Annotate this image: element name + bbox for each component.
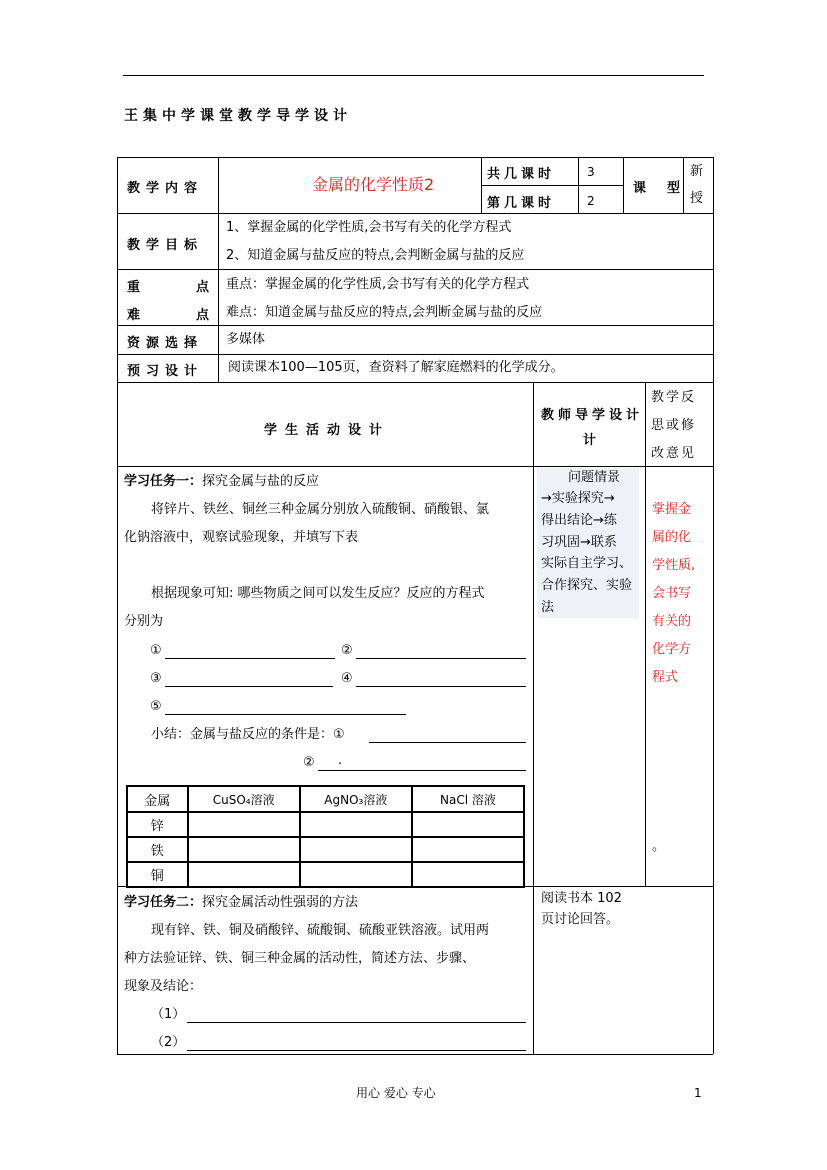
teacher-note-line-3: 得出结论→练 xyxy=(541,513,617,528)
key-text: 重点：掌握金属的化学性质,会书写有关的化学方程式 xyxy=(226,277,530,292)
difficulty-label: 难 点 xyxy=(127,308,220,323)
task2-answer-1-label: （1） xyxy=(151,1007,186,1022)
type-value-2: 授 xyxy=(690,191,704,206)
teacher-note-line-5: 实际自主学习、 xyxy=(541,556,633,571)
observation-table xyxy=(126,785,525,888)
task2-answer-blank-1[interactable] xyxy=(187,1022,526,1023)
difficulty-text: 难点：知道金属与盐反应的特点,会判断金属与盐的反应 xyxy=(226,305,543,320)
task2-teacher-2: 页讨论回答。 xyxy=(541,912,620,927)
task2-intro-1: 现有锌、铁、铜及硝酸锌、硫酸铜、硫酸亚铁溶液。试用两 xyxy=(151,923,490,938)
teacher-note-line-7: 法 xyxy=(541,600,555,615)
page-number: 1 xyxy=(694,1086,702,1100)
reflection-line-4: 会书写 xyxy=(652,586,692,601)
row-zinc: 锌 xyxy=(127,812,188,837)
task2-title: 学习任务二：探究金属活动性强弱的方法 xyxy=(124,895,359,910)
task1-question-2: 分别为 xyxy=(124,614,164,629)
teacher-note-line-2: →实验探究→ xyxy=(541,491,615,506)
answer-blank-1[interactable] xyxy=(165,658,335,659)
answer-blank-4[interactable] xyxy=(356,686,526,687)
summary-blank-2[interactable] xyxy=(318,770,526,771)
reflection-header-1: 教学反 xyxy=(651,390,697,405)
summary-dot: . xyxy=(338,753,343,768)
total-periods-value: 3 xyxy=(587,165,595,179)
footer-motto: 用心 爱心 专心 xyxy=(356,1086,436,1100)
cell-zinc-cuso4[interactable] xyxy=(188,812,300,837)
teacher-note-line-1: 问题情景 xyxy=(568,470,621,485)
cell-zinc-nacl[interactable] xyxy=(412,812,524,837)
task2-answer-blank-2[interactable] xyxy=(187,1050,526,1051)
period-no-label: 第几课时 xyxy=(487,196,556,211)
resources-label: 资源选择 xyxy=(127,336,204,351)
table-row xyxy=(127,862,524,887)
cell-copper-cuso4[interactable] xyxy=(188,862,300,887)
period-no-value: 2 xyxy=(587,194,595,208)
summary-blank-1[interactable] xyxy=(369,742,526,743)
reflection-header-2: 思或修 xyxy=(651,418,697,433)
cell-copper-nacl[interactable] xyxy=(412,862,524,887)
answer-blank-5[interactable] xyxy=(165,714,406,715)
page-title: 王集中学课堂教学导学设计 xyxy=(124,108,352,124)
reflection-line-2: 属的化 xyxy=(652,530,692,545)
answer-blank-2[interactable] xyxy=(356,658,526,659)
student-activity-header: 学生活动设计 xyxy=(264,423,391,438)
table-row xyxy=(127,812,524,837)
task1-intro-2: 化钠溶液中，观察试验现象，并填写下表 xyxy=(124,530,359,545)
header-metal: 金属 xyxy=(127,786,188,812)
teacher-note-line-4: 习巩固→联系 xyxy=(541,535,617,550)
goal-1: 1、掌握金属的化学性质,会书写有关的化学方程式 xyxy=(226,220,512,235)
marker-1: ① xyxy=(150,643,162,658)
teacher-note-line-6: 合作探究、实验 xyxy=(541,578,633,593)
total-periods-label: 共几课时 xyxy=(487,167,556,182)
reflection-line-3: 学性质, xyxy=(652,558,696,573)
cell-zinc-agno3[interactable] xyxy=(300,812,412,837)
resources-text: 多媒体 xyxy=(226,332,266,347)
table-row xyxy=(127,837,524,862)
cell-iron-cuso4[interactable] xyxy=(188,837,300,862)
answer-blank-3[interactable] xyxy=(165,686,333,687)
task1-intro-1: 将锌片、铁丝、铜丝三种金属分别放入硫酸铜、硝酸银、氯 xyxy=(151,502,490,517)
reflection-line-1: 掌握金 xyxy=(652,502,692,517)
type-value-1: 新 xyxy=(690,164,704,179)
cell-copper-agno3[interactable] xyxy=(300,862,412,887)
key-label: 重 点 xyxy=(127,280,220,295)
task1-title: 学习任务一：探究金属与盐的反应 xyxy=(124,474,320,489)
preview-label: 预习设计 xyxy=(127,364,204,379)
teacher-guide-header: 教师导学设计 xyxy=(541,408,644,423)
content-label: 教学内容 xyxy=(127,181,204,196)
reflection-header-3: 改意见 xyxy=(651,446,697,461)
task2-intro-2: 种方法验证锌、铁、铜三种金属的活动性，简述方法、步骤、 xyxy=(124,951,476,966)
task2-intro-3: 现象及结论： xyxy=(124,979,203,994)
cell-iron-nacl[interactable] xyxy=(412,837,524,862)
task2-answer-2-label: （2） xyxy=(151,1035,186,1050)
goal-2: 2、知道金属与盐反应的特点,会判断金属与盐的反应 xyxy=(226,248,525,263)
header-cuso4: CuSO₄溶液 xyxy=(188,786,300,812)
type-label: 课 型 xyxy=(633,181,685,196)
lesson-title: 金属的化学性质2 xyxy=(312,175,435,194)
marker-2: ② xyxy=(341,643,353,658)
reflection-line-7: 程式 xyxy=(652,670,679,685)
observation-header-row xyxy=(127,786,524,812)
task1-question-1: 根据现象可知: 哪些物质之间可以发生反应？反应的方程式 xyxy=(151,586,485,601)
header-rule xyxy=(123,75,704,76)
header-nacl: NaCl 溶液 xyxy=(412,786,524,812)
teacher-guide-header-tail: 计 xyxy=(583,433,597,448)
summary-marker-2: ② xyxy=(303,755,315,770)
row-copper: 铜 xyxy=(127,862,188,887)
row-iron: 铁 xyxy=(127,837,188,862)
summary-line: 小结：金属与盐反应的条件是：① xyxy=(151,727,345,742)
marker-4: ④ xyxy=(341,671,353,686)
reflection-mark: 。 xyxy=(652,839,666,854)
reflection-line-5: 有关的 xyxy=(652,614,692,629)
cell-iron-agno3[interactable] xyxy=(300,837,412,862)
reflection-line-6: 化学方 xyxy=(652,642,692,657)
goals-label: 教学目标 xyxy=(127,238,204,253)
preview-text: 阅读课本100—105页，查资料了解家庭燃料的化学成分。 xyxy=(228,360,564,375)
header-agno3: AgNO₃溶液 xyxy=(300,786,412,812)
marker-5: ⑤ xyxy=(150,699,162,714)
marker-3: ③ xyxy=(150,671,162,686)
task2-teacher-1: 阅读书本 102 xyxy=(541,891,622,906)
